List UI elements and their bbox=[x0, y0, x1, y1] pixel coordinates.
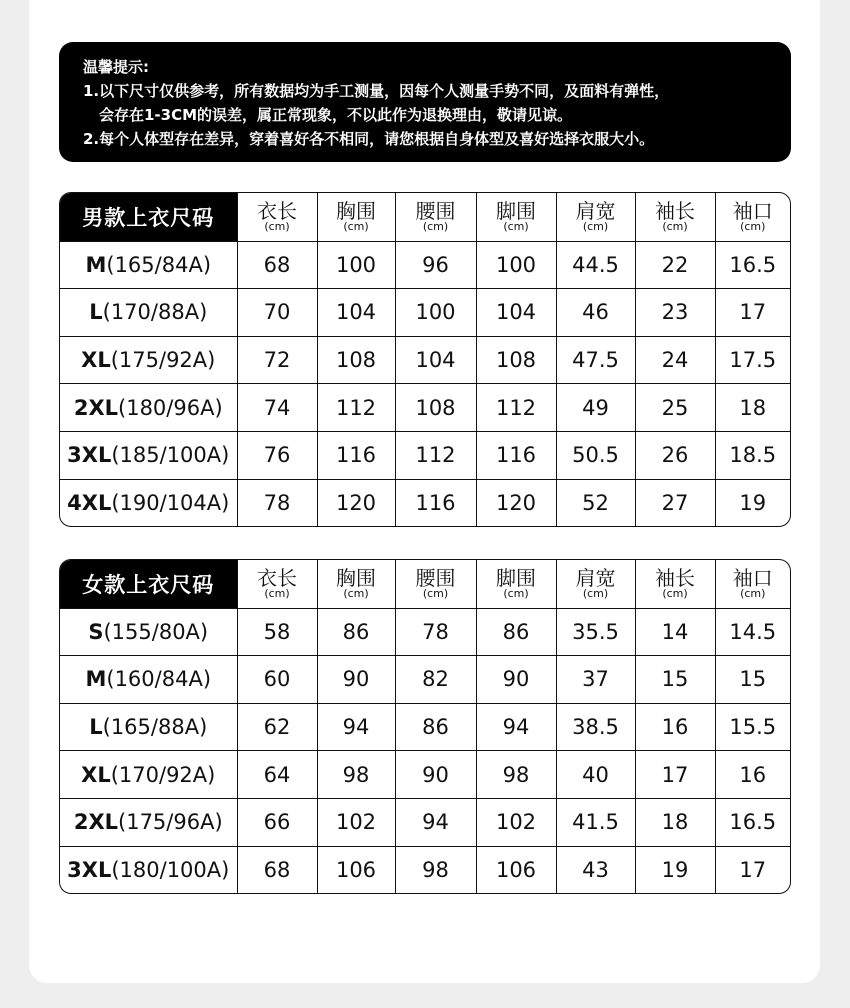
table-row bbox=[60, 336, 790, 384]
table-cell: 102 bbox=[317, 799, 395, 847]
size-code: L bbox=[89, 300, 103, 325]
table-cell: 98 bbox=[317, 751, 395, 799]
table-cell: 26 bbox=[635, 432, 715, 480]
table-cell: 16 bbox=[635, 703, 715, 751]
table-cell: 108 bbox=[317, 336, 395, 384]
size-spec: (170/88A) bbox=[102, 300, 208, 325]
table-cell: 94 bbox=[476, 703, 556, 751]
table-cell: 14.5 bbox=[715, 608, 790, 656]
table-cell: 70 bbox=[237, 289, 317, 337]
column-header bbox=[317, 560, 395, 608]
table-cell: 15 bbox=[635, 656, 715, 704]
table-cell: 24 bbox=[635, 336, 715, 384]
table-cell: 74 bbox=[237, 384, 317, 432]
women-table-title: 女款上衣尺码 bbox=[60, 560, 237, 608]
column-name: 肩宽 bbox=[575, 565, 616, 590]
table-row bbox=[60, 846, 790, 893]
size-spec: (175/96A) bbox=[118, 810, 223, 835]
header-row bbox=[60, 560, 790, 608]
size-spec: (170/92A) bbox=[110, 762, 216, 787]
table-cell: 52 bbox=[556, 479, 635, 526]
size-code: L bbox=[89, 715, 103, 740]
size-label bbox=[60, 336, 237, 384]
table-cell: 18 bbox=[635, 799, 715, 847]
table-cell: 106 bbox=[317, 846, 395, 893]
header-row bbox=[60, 193, 790, 241]
size-label bbox=[60, 608, 237, 656]
table-cell: 94 bbox=[317, 703, 395, 751]
column-unit: (cm) bbox=[662, 586, 688, 600]
table-cell: 108 bbox=[476, 336, 556, 384]
column-name: 肩宽 bbox=[575, 198, 616, 223]
table-cell: 58 bbox=[237, 608, 317, 656]
column-header bbox=[395, 193, 476, 241]
table-cell: 108 bbox=[395, 384, 476, 432]
men-size-table bbox=[59, 192, 791, 527]
column-header bbox=[237, 560, 317, 608]
column-unit: (cm) bbox=[422, 219, 449, 233]
column-unit: (cm) bbox=[343, 219, 369, 233]
table-cell: 49 bbox=[556, 384, 635, 432]
table-row bbox=[60, 608, 790, 656]
column-header bbox=[395, 560, 476, 608]
size-code: M bbox=[85, 667, 107, 692]
column-name: 袖长 bbox=[655, 565, 695, 590]
size-label bbox=[60, 703, 237, 751]
notice-box bbox=[59, 42, 791, 162]
table-cell: 112 bbox=[476, 384, 556, 432]
table-cell: 72 bbox=[237, 336, 317, 384]
table-cell: 82 bbox=[395, 656, 476, 704]
table-cell: 102 bbox=[476, 799, 556, 847]
column-unit: (cm) bbox=[740, 219, 766, 233]
column-header bbox=[556, 193, 635, 241]
table-cell: 19 bbox=[635, 846, 715, 893]
table-cell: 43 bbox=[556, 846, 635, 893]
column-header bbox=[476, 560, 556, 608]
notice-line-3: 2.每个人体型存在差异，穿着喜好各不相同，请您根据自身体型及喜好选择衣服大小。 bbox=[83, 130, 655, 148]
notice-line-2: 会存在1-3CM的误差，属正常现象，不以此作为退换理由，敬请见谅。 bbox=[99, 106, 573, 124]
size-code: 3XL bbox=[67, 443, 112, 468]
table-cell: 62 bbox=[237, 703, 317, 751]
table-cell: 116 bbox=[395, 479, 476, 526]
size-code: 3XL bbox=[67, 857, 112, 882]
table-cell: 116 bbox=[476, 432, 556, 480]
column-name: 脚围 bbox=[496, 198, 536, 223]
table-cell: 37 bbox=[556, 656, 635, 704]
column-name: 衣长 bbox=[257, 565, 297, 590]
size-spec: (160/84A) bbox=[106, 667, 212, 692]
table-cell: 68 bbox=[237, 241, 317, 289]
column-unit: (cm) bbox=[264, 219, 290, 233]
table-row bbox=[60, 751, 790, 799]
table-cell: 64 bbox=[237, 751, 317, 799]
table-cell: 90 bbox=[317, 656, 395, 704]
table-cell: 18 bbox=[715, 384, 790, 432]
size-code: 2XL bbox=[73, 395, 119, 420]
table-cell: 22 bbox=[635, 241, 715, 289]
size-label bbox=[60, 479, 237, 526]
table-cell: 90 bbox=[395, 751, 476, 799]
table-cell: 17 bbox=[715, 289, 790, 337]
table-cell: 100 bbox=[317, 241, 395, 289]
table-cell: 46 bbox=[556, 289, 635, 337]
column-header bbox=[635, 560, 715, 608]
table-cell: 78 bbox=[395, 608, 476, 656]
column-name: 胸围 bbox=[336, 565, 376, 590]
table-cell: 38.5 bbox=[556, 703, 635, 751]
table-cell: 98 bbox=[476, 751, 556, 799]
table-cell: 98 bbox=[395, 846, 476, 893]
table-cell: 16.5 bbox=[715, 799, 790, 847]
notice-line-1: 1.以下尺寸仅供参考，所有数据均为手工测量，因每个人测量手势不同，及面料有弹性， bbox=[83, 82, 670, 100]
size-spec: (155/80A) bbox=[103, 619, 209, 644]
column-unit: (cm) bbox=[582, 219, 609, 233]
table-cell: 86 bbox=[395, 703, 476, 751]
table-cell: 23 bbox=[635, 289, 715, 337]
table-cell: 116 bbox=[317, 432, 395, 480]
column-unit: (cm) bbox=[422, 586, 449, 600]
size-code: M bbox=[85, 252, 107, 277]
column-name: 袖口 bbox=[732, 198, 773, 223]
size-spec: (175/92A) bbox=[110, 348, 216, 373]
table-row bbox=[60, 479, 790, 526]
column-unit: (cm) bbox=[503, 586, 529, 600]
size-spec: (180/100A) bbox=[111, 857, 230, 882]
table-cell: 15.5 bbox=[715, 703, 790, 751]
size-code: S bbox=[88, 619, 104, 644]
column-unit: (cm) bbox=[343, 586, 369, 600]
table-cell: 44.5 bbox=[556, 241, 635, 289]
size-code: 2XL bbox=[73, 810, 119, 835]
table-cell: 27 bbox=[635, 479, 715, 526]
table-cell: 16 bbox=[715, 751, 790, 799]
size-spec: (180/96A) bbox=[118, 395, 223, 420]
column-name: 袖长 bbox=[655, 198, 695, 223]
size-code: XL bbox=[81, 348, 111, 373]
table-cell: 41.5 bbox=[556, 799, 635, 847]
column-header bbox=[715, 193, 790, 241]
size-label bbox=[60, 751, 237, 799]
table-cell: 17 bbox=[635, 751, 715, 799]
size-label bbox=[60, 656, 237, 704]
men-table-title: 男款上衣尺码 bbox=[60, 193, 237, 241]
column-name: 脚围 bbox=[496, 565, 536, 590]
column-header bbox=[476, 193, 556, 241]
table-cell: 60 bbox=[237, 656, 317, 704]
column-name: 袖口 bbox=[732, 565, 773, 590]
table-cell: 19 bbox=[739, 490, 767, 515]
column-header bbox=[317, 193, 395, 241]
size-spec: (190/104A) bbox=[111, 490, 230, 515]
table-cell: 40 bbox=[556, 751, 635, 799]
size-label bbox=[60, 289, 237, 337]
column-name: 腰围 bbox=[415, 198, 456, 223]
women-size-table bbox=[59, 559, 791, 894]
size-spec: (185/100A) bbox=[111, 443, 230, 468]
table-cell: 120 bbox=[317, 479, 395, 526]
table-row bbox=[60, 799, 790, 847]
column-unit: (cm) bbox=[740, 586, 766, 600]
table-row bbox=[60, 432, 790, 480]
table-cell: 120 bbox=[476, 479, 556, 526]
size-label bbox=[60, 432, 237, 480]
column-unit: (cm) bbox=[582, 586, 609, 600]
size-label bbox=[60, 241, 237, 289]
table-cell: 112 bbox=[317, 384, 395, 432]
table-cell: 104 bbox=[395, 336, 476, 384]
size-spec: (165/88A) bbox=[102, 715, 208, 740]
size-code: 4XL bbox=[67, 490, 112, 515]
table-cell: 106 bbox=[476, 846, 556, 893]
column-unit: (cm) bbox=[264, 586, 290, 600]
table-cell: 78 bbox=[237, 479, 317, 526]
table-cell: 17 bbox=[739, 857, 767, 882]
table-cell: 86 bbox=[317, 608, 395, 656]
table-cell: 15 bbox=[715, 656, 790, 704]
column-name: 衣长 bbox=[257, 198, 297, 223]
size-spec: (165/84A) bbox=[106, 252, 212, 277]
table-cell: 100 bbox=[476, 241, 556, 289]
table-cell: 18.5 bbox=[715, 432, 790, 480]
table-row bbox=[60, 289, 790, 337]
table-cell: 68 bbox=[237, 846, 317, 893]
table-cell: 104 bbox=[317, 289, 395, 337]
women-table-grid bbox=[60, 560, 790, 893]
table-cell: 16.5 bbox=[715, 241, 790, 289]
size-label bbox=[60, 846, 237, 893]
column-header bbox=[715, 560, 790, 608]
table-cell: 86 bbox=[476, 608, 556, 656]
column-name: 腰围 bbox=[415, 565, 456, 590]
notice-title: 温馨提示: bbox=[83, 58, 149, 76]
column-unit: (cm) bbox=[662, 219, 688, 233]
table-cell: 112 bbox=[395, 432, 476, 480]
table-cell: 50.5 bbox=[556, 432, 635, 480]
column-header bbox=[635, 193, 715, 241]
table-row bbox=[60, 241, 790, 289]
table-row bbox=[60, 656, 790, 704]
table-cell: 66 bbox=[237, 799, 317, 847]
size-label bbox=[60, 384, 237, 432]
column-header bbox=[556, 560, 635, 608]
table-cell: 96 bbox=[395, 241, 476, 289]
table-cell: 14 bbox=[635, 608, 715, 656]
table-cell: 100 bbox=[395, 289, 476, 337]
table-cell: 35.5 bbox=[556, 608, 635, 656]
table-row bbox=[60, 384, 790, 432]
men-table-grid bbox=[60, 193, 790, 526]
column-name: 胸围 bbox=[336, 198, 376, 223]
size-code: XL bbox=[81, 762, 111, 787]
table-cell: 25 bbox=[635, 384, 715, 432]
table-cell: 90 bbox=[476, 656, 556, 704]
table-cell: 104 bbox=[476, 289, 556, 337]
column-header bbox=[237, 193, 317, 241]
table-cell: 47.5 bbox=[556, 336, 635, 384]
table-cell: 17.5 bbox=[715, 336, 790, 384]
table-cell: 94 bbox=[395, 799, 476, 847]
table-row bbox=[60, 703, 790, 751]
table-cell: 76 bbox=[237, 432, 317, 480]
size-label bbox=[60, 799, 237, 847]
column-unit: (cm) bbox=[503, 219, 529, 233]
